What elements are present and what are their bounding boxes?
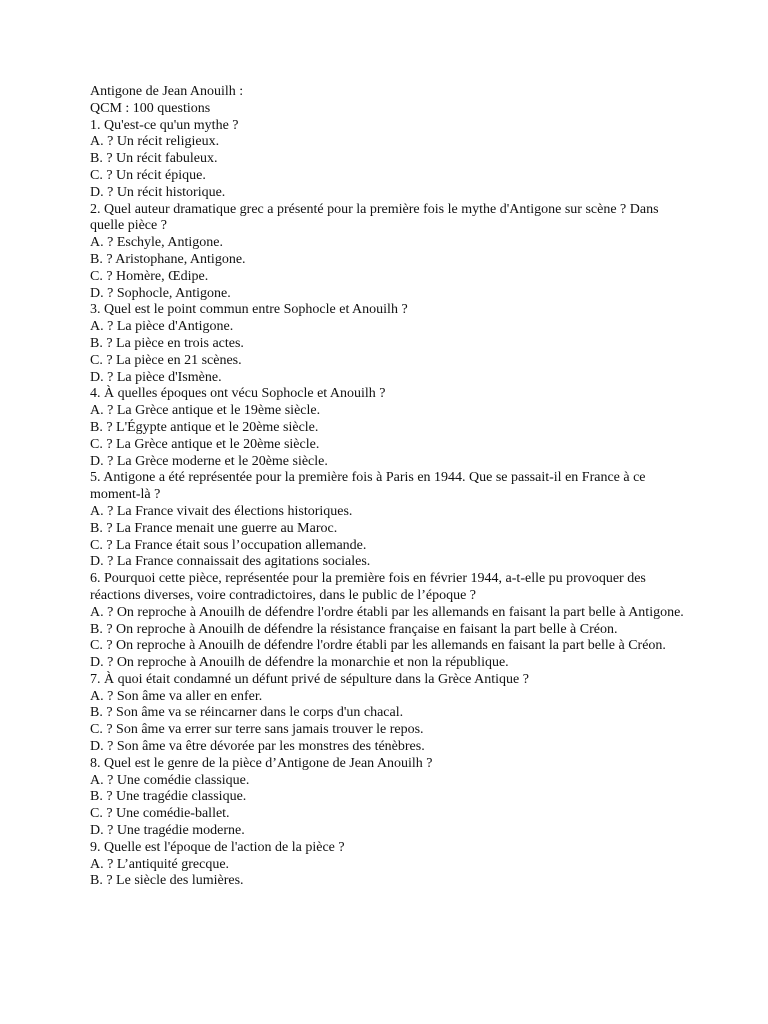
question-6: 6. Pourquoi cette pièce, représentée pour la première fois en février 1944, a-t-elle pu provoquer des réactions diverses, voire contradictoires, dans le public de l’époque ? — [90, 571, 646, 603]
answer-option: B. ? La France menait une guerre au Maroc. — [90, 520, 338, 536]
question-9: 9. Quelle est l'époque de l'action de la pièce ? — [90, 839, 345, 855]
answer-option: A. ? Un récit religieux. — [90, 134, 220, 150]
answer-option: C. ? La Grèce antique et le 20ème siècle. — [90, 436, 320, 452]
answer-option: D. ? La Grèce moderne et le 20ème siècle. — [90, 453, 328, 469]
question-1: 1. Qu'est-ce qu'un mythe ? — [90, 117, 239, 133]
answer-option: D. ? On reproche à Anouilh de défendre la monarchie et non la république. — [90, 655, 509, 671]
answer-option: D. ? La France connaissait des agitations sociales. — [90, 554, 371, 570]
answer-option: A. ? La France vivait des élections historiques. — [90, 503, 353, 519]
answer-option: D. ? Sophocle, Antigone. — [90, 285, 231, 301]
answer-option: C. ? Une comédie-ballet. — [90, 806, 230, 822]
answer-option: B. ? Le siècle des lumières. — [90, 873, 244, 889]
question-5: 5. Antigone a été représentée pour la première fois à Paris en 1944. Que se passait-il en France à ce moment-là ? — [90, 470, 646, 503]
answer-option: B. ? Une tragédie classique. — [90, 789, 247, 805]
answer-option: D. ? La pièce d'Ismène. — [90, 369, 222, 385]
answer-option: C. ? On reproche à Anouilh de défendre l'ordre établi par les allemands en faisant la part belle à Créon. — [90, 638, 666, 654]
answer-option: C. ? Son âme va errer sur terre sans jamais trouver le repos. — [90, 722, 424, 738]
question-3: 3. Quel est le point commun entre Sophocle et Anouilh ? — [90, 302, 408, 318]
document-subtitle: QCM : 100 questions — [90, 100, 211, 116]
question-8: 8. Quel est le genre de la pièce d’Antigone de Jean Anouilh ? — [90, 755, 433, 771]
answer-option: B. ? La pièce en trois actes. — [90, 335, 244, 351]
answer-option: B. ? Son âme va se réincarner dans le corps d'un chacal. — [90, 705, 404, 721]
answer-option: C. ? Un récit épique. — [90, 167, 206, 183]
question-2: 2. Quel auteur dramatique grec a présenté pour la première fois le mythe d'Antigone sur scène ? Dans quelle pièce ? — [90, 201, 659, 234]
answer-option: B. ? On reproche à Anouilh de défendre la résistance française en faisant la part belle à Créon. — [90, 621, 618, 637]
answer-option: A. ? Eschyle, Antigone. — [90, 235, 223, 251]
answer-option: B. ? Un récit fabuleux. — [90, 151, 218, 167]
answer-option: D. ? Une tragédie moderne. — [90, 823, 245, 839]
question-4: 4. À quelles époques ont vécu Sophocle et Anouilh ? — [90, 386, 386, 402]
answer-option: A. ? La pièce d'Antigone. — [90, 319, 234, 335]
answer-option: C. ? La France était sous l’occupation allemande. — [90, 537, 367, 553]
answer-option: B. ? Aristophane, Antigone. — [90, 251, 246, 267]
document-body — [90, 84, 690, 890]
document-title: Antigone de Jean Anouilh : — [90, 84, 244, 99]
answer-option: C. ? La pièce en 21 scènes. — [90, 352, 242, 368]
answer-option: A. ? Une comédie classique. — [90, 772, 250, 788]
answer-option: D. ? Un récit historique. — [90, 184, 226, 200]
question-7: 7. À quoi était condamné un défunt privé de sépulture dans la Grèce Antique ? — [90, 671, 529, 687]
answer-option: A. ? Son âme va aller en enfer. — [90, 688, 263, 704]
answer-option: D. ? Son âme va être dévorée par les monstres des ténèbres. — [90, 739, 425, 755]
answer-option: C. ? Homère, Œdipe. — [90, 268, 209, 284]
answer-option: B. ? L'Égypte antique et le 20ème siècle. — [90, 419, 319, 435]
answer-option: A. ? L’antiquité grecque. — [90, 856, 230, 872]
answer-option: A. ? La Grèce antique et le 19ème siècle. — [90, 403, 321, 419]
answer-option: A. ? On reproche à Anouilh de défendre l'ordre établi par les allemands en faisant la part belle à Antigone. — [90, 604, 684, 620]
